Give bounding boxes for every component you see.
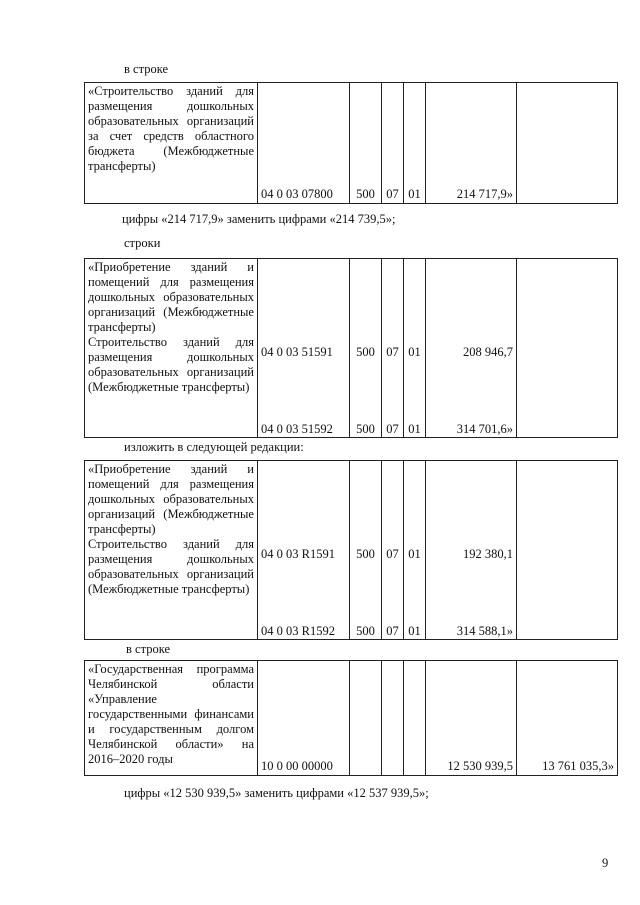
target-code: 04 0 03 R1591 04 0 03 R1592 — [258, 461, 350, 640]
amount-year-2 — [517, 461, 618, 640]
target-code: 04 0 03 07800 — [258, 83, 350, 204]
expense-type: 500 — [350, 83, 382, 204]
expense-type — [350, 661, 382, 776]
row-description: «Государственная программа Челябинской области «Управление государственными финансами и государственным долгом Челябинской области» на 2016–2020 годы — [85, 661, 258, 776]
replace-instruction-1: цифры «214 717,9» заменить цифрами «214 739,5»; — [122, 212, 396, 226]
budget-row-table-3 — [84, 460, 618, 640]
rows-label: строки — [124, 236, 161, 250]
description-a: «Приобретение зданий и помещений для размещения дошкольных образовательных организаций (Межбюджетные трансферты) — [88, 260, 254, 334]
target-code: 04 0 03 51591 04 0 03 51592 — [258, 259, 350, 438]
expense-type: 500 500 — [350, 461, 382, 640]
page-number: 9 — [602, 856, 609, 870]
expense-type: 500 500 — [350, 259, 382, 438]
target-code: 10 0 00 00000 — [258, 661, 350, 776]
subsection-code: 01 — [404, 83, 426, 204]
section-code: 07 07 — [382, 461, 404, 640]
amount-year-2: 13 761 035,3» — [517, 661, 618, 776]
section-code: 07 07 — [382, 259, 404, 438]
section-code — [382, 661, 404, 776]
amount-year-1: 208 946,7 314 701,6» — [426, 259, 517, 438]
row-description: «Строительство зданий для размещения дошкольных образовательных организаций за счет средств областного бюджета (Межбюджетные трансферты) — [85, 83, 258, 204]
amount-year-2 — [517, 259, 618, 438]
amount-year-1: 214 717,9» — [426, 83, 517, 204]
description-b: Строительство зданий для размещения дошкольных образовательных организаций (Межбюджетные трансферты) — [88, 335, 254, 394]
row-description — [85, 461, 258, 640]
row-description — [85, 259, 258, 438]
description-b: Строительство зданий для размещения дошкольных образовательных организаций (Межбюджетные трансферты) — [88, 537, 254, 596]
subsection-code: 01 01 — [404, 461, 426, 640]
in-row-label-1: в строке — [124, 62, 169, 76]
budget-row-table-2 — [84, 258, 618, 438]
amount-year-1: 12 530 939,5 — [426, 661, 517, 776]
description-a: «Приобретение зданий и помещений для размещения дошкольных образовательных организаций (Межбюджетные трансферты) — [88, 462, 254, 536]
section-code: 07 — [382, 83, 404, 204]
subsection-code: 01 01 — [404, 259, 426, 438]
subsection-code — [404, 661, 426, 776]
amount-year-2 — [517, 83, 618, 204]
budget-row-table-1 — [84, 82, 618, 204]
replace-instruction-2: цифры «12 530 939,5» заменить цифрами «12 537 939,5»; — [124, 786, 429, 800]
in-row-label-2: в строке — [126, 642, 171, 656]
amount-year-1: 192 380,1 314 588,1» — [426, 461, 517, 640]
new-edition-label: изложить в следующей редакции: — [124, 440, 304, 454]
budget-row-table-4 — [84, 660, 618, 776]
